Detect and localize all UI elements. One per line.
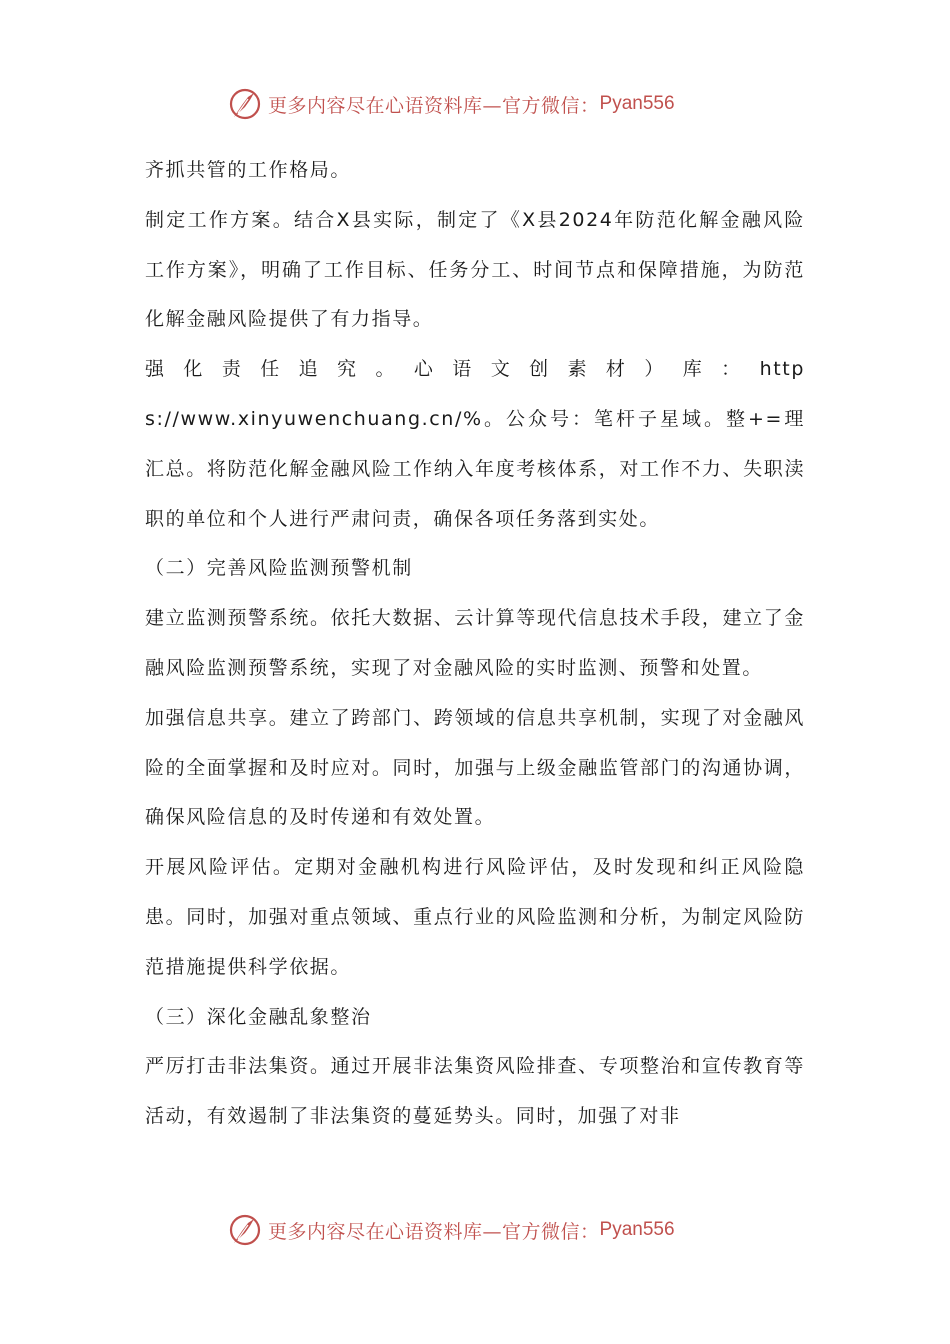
section-heading-3: （三）深化金融乱象整治 (145, 1005, 372, 1028)
paragraph-accountability-lead (145, 345, 805, 544)
banner-text: 更多内容尽在心语资料库—官方微信： (268, 1220, 600, 1243)
paragraph-illegal-fundraising: 严厉打击非法集资。通过开展非法集资风险排查、专项整治和宣传教育等活动，有效遏制了非法集资的蔓延势头。同时，加强了对非 (145, 1055, 805, 1128)
banner-text: 更多内容尽在心语资料库—官方微信： (268, 94, 600, 117)
paragraph-info-sharing: 加强信息共享。建立了跨部门、跨领域的信息共享机制，实现了对金融风险的全面掌握和及时应对。同时，加强与上级金融监管部门的沟通协调，确保风险信息的及时传递和有效处置。 (145, 706, 805, 829)
paragraph-work-plan: 制定工作方案。结合X县实际，制定了《X县2024年防范化解金融风险工作方案》，明确了工作目标、任务分工、时间节点和保障措施，为防范化解金融风险提供了有力指导。 (145, 208, 805, 331)
pen-nib-logo-icon (228, 1213, 262, 1247)
paragraph-risk-assessment: 开展风险评估。定期对金融机构进行风险评估，及时发现和纠正风险隐患。同时，加强对重点领域、重点行业的风险监测和分析，为制定风险防范措施提供科学依据。 (145, 856, 805, 978)
section-heading-2: （二）完善风险监测预警机制 (145, 557, 413, 580)
pen-nib-logo-icon (228, 87, 262, 121)
accountability-heading: 强化责任追究。心语文创素材）库： (145, 358, 760, 381)
banner-wechat-id: Pyan556 (599, 1219, 675, 1240)
accountability-body: https://www.xinyuwenchuang.cn/%。公众号：笔杆子星域。整+=理汇总。将防范化解金融风险工作纳入年度考核体系，对工作不力、失职渎职的单位和个人进行严肃问责，确保各项任务落到实处。 (145, 358, 805, 530)
header-watermark-banner (228, 84, 675, 124)
paragraph-1: 齐抓共管的工作格局。 (145, 159, 352, 181)
paragraph-monitoring-system: 建立监测预警系统。依托大数据、云计算等现代信息技术手段，建立了金融风险监测预警系统，实现了对金融风险的实时监测、预警和处置。 (145, 607, 805, 679)
footer-watermark-banner (228, 1210, 675, 1250)
document-body (145, 146, 805, 1142)
banner-wechat-id: Pyan556 (599, 93, 675, 114)
